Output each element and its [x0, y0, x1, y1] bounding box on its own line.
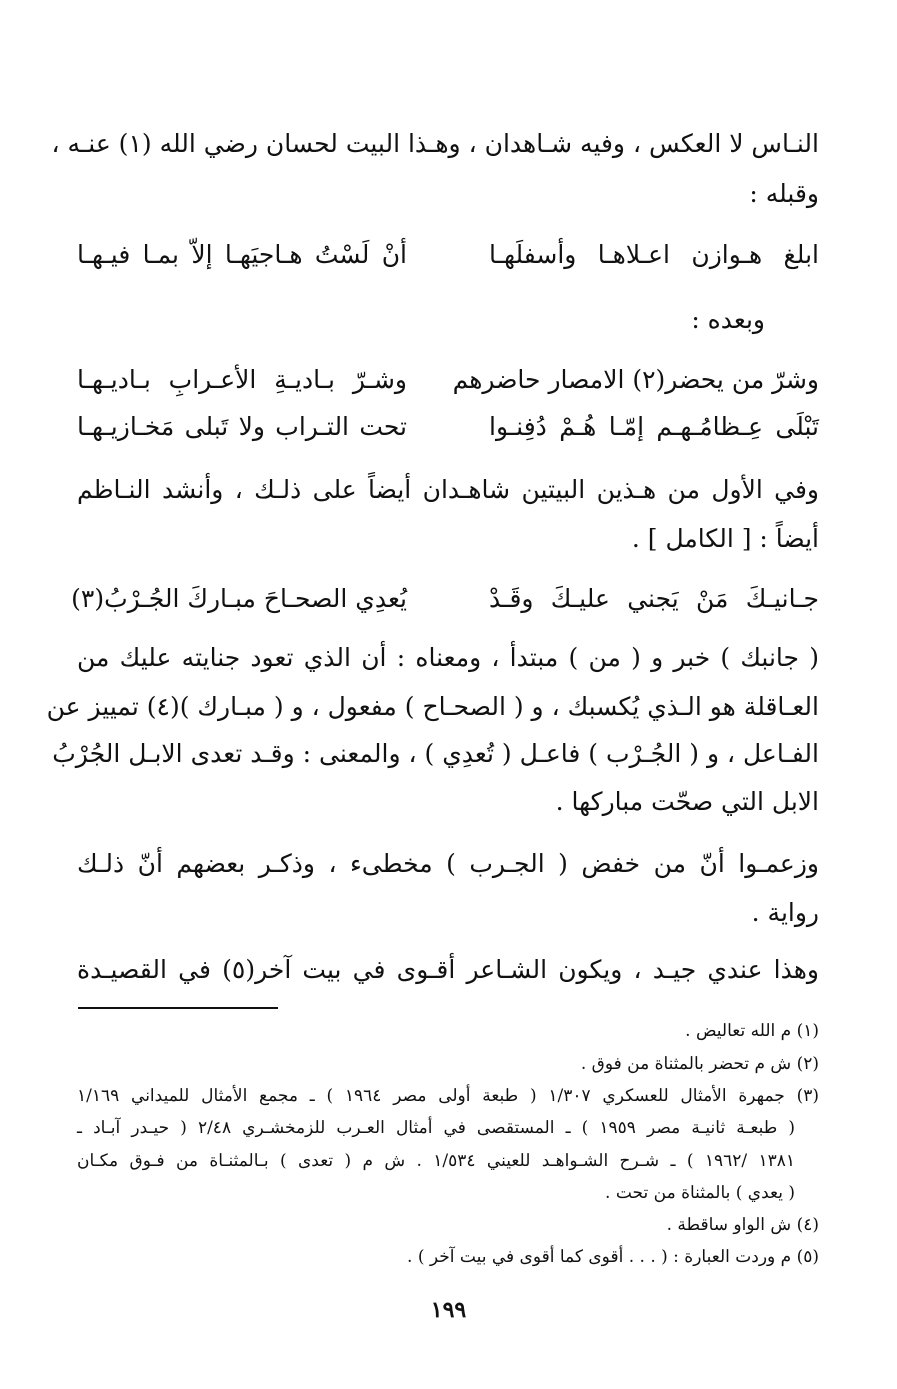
paragraph-line: الفـاعل ، و ( الجُـرْب ) فاعـل ( تُعدِي ) ، والمعنى : وقـد تعدى الابـل الجُرْبُ	[52, 739, 819, 768]
verse-line	[77, 410, 819, 444]
paragraph-line: النـاس لا العكس ، وفيه شـاهدان ، وهـذا البيت لحسان رضي الله (١) عنـه ،	[51, 129, 819, 158]
verse-second-hemistich: وشـرّ بـاديـةِ الأعـرابِ بـاديـهـا	[77, 365, 407, 394]
paragraph-line: وهذا عندي جيـد ، ويكون الشـاعر أقـوى في بيت آخر(٥) في القصيـدة	[77, 955, 819, 984]
paragraph-line: وزعمـوا أنّ من خفض ( الجـرب ) مخطىء ، وذكـر بعضهم أنّ ذلـك	[77, 849, 819, 878]
footnote: (٢) ش م تحضر بالمثناة من فوق .	[580, 1054, 819, 1074]
verse-second-hemistich: أنْ لَسْتُ هـاجيَهـا إلاّ بمـا فيـهـا	[77, 240, 407, 269]
verse-line	[77, 238, 819, 272]
page-number: ١٩٩	[430, 1297, 467, 1323]
paragraph-line: رواية .	[751, 898, 819, 927]
footnote-continuation: ١٣٨١ /١٩٦٢ ) ـ شـرح الشـواهـد للعيني ١/٥٣٤ . ش م ( تعدى ) بـالمثنـاة من فـوق مكـان	[77, 1151, 795, 1171]
verse-first-hemistich: وشرّ من يحضر(٢) الامصار حاضرهم	[452, 365, 819, 394]
footnote: (٥) م وردت العبارة : ( . . . أقوى كما أقوى في بيت آخر ) .	[407, 1247, 819, 1267]
footnote-separator	[78, 1007, 278, 1009]
footnote: (١) م الله تعاليض .	[685, 1021, 819, 1041]
paragraph-line: الابل التي صحّت مباركها .	[555, 787, 819, 816]
verse-second-hemistich: يُعدِي الصحـاحَ مبـاركَ الجُـرْبُ(٣)	[71, 584, 407, 613]
paragraph-line: ( جانبك ) خبر و ( من ) مبتدأ ، ومعناه : أن الذي تعود جنايته عليك من	[77, 643, 819, 672]
paragraph-line: وفي الأول من هـذين البيتين شاهـدان أيضاً على ذلـك ، وأنشد النـاظم	[77, 475, 819, 504]
verse-line	[77, 363, 819, 397]
paragraph-line: العـاقلة هو الـذي يُكسبك ، و ( الصحـاح ) مفعول ، و ( مبـارك )(٤) تمييز عن	[46, 692, 819, 721]
verse-first-hemistich: جـانيـكَ مَنْ يَجني عليـكَ وقَـدْ	[489, 584, 819, 613]
section-label: وبعده :	[691, 305, 765, 334]
footnote: (٣) جمهرة الأمثال للعسكري ١/٣٠٧ ( طبعة أولى مصر ١٩٦٤ ) ـ مجمع الأمثال للميداني ١/١٦٩	[77, 1086, 819, 1106]
footnote-continuation: ( طبعـة ثانيـة مصر ١٩٥٩ ) ـ المستقصى في أمثال العـرب للزمخشـري ٢/٤٨ ( حيـدر آبـاد ـ	[77, 1118, 795, 1138]
verse-line	[71, 582, 819, 616]
verse-first-hemistich: تَبْلَى عِـظامُـهـم إمّـا هُـمْ دُفِنـوا	[489, 412, 819, 441]
verse-second-hemistich: تحت التـراب ولا تَبلى مَخـازيـهـا	[77, 412, 407, 441]
paragraph-line: أيضاً : [ الكامل ] .	[631, 524, 819, 553]
footnote: (٤) ش الواو ساقطة .	[666, 1215, 819, 1235]
paragraph-line: وقبله :	[749, 179, 819, 208]
footnote-continuation: ( يعدي ) بالمثناة من تحت .	[605, 1183, 795, 1203]
verse-first-hemistich: ابلغ هـوازن اعـلاهـا وأسفلَهـا	[489, 240, 819, 269]
